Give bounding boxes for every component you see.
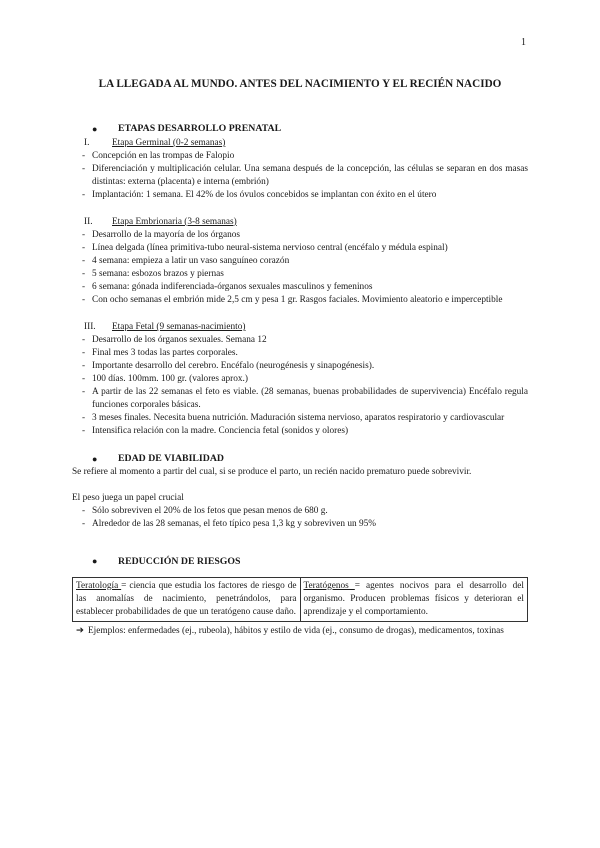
stage-label: Etapa Germinal (0-2 semanas) <box>112 137 226 148</box>
list-item: - Implantación: 1 semana. El 42% de los óvulos concebidos se implantan con éxito en el útero <box>82 189 437 200</box>
teratologia-cell <box>73 577 301 621</box>
list-item: - Diferenciación y multiplicación celular. Una semana después de la concepción, las células se separan en dos masas distintas: externa (placenta) e interna (embrión) <box>82 163 528 187</box>
stage-numeral: III. <box>84 321 96 332</box>
teratogenos-term: Teratógenos <box>303 580 355 591</box>
table-row <box>73 577 528 621</box>
stage-germinal <box>72 137 528 202</box>
stage-list <box>72 334 528 438</box>
bullet-icon: ● <box>92 453 98 464</box>
stage-list <box>72 150 528 202</box>
list-item: - Intensifica relación con la madre. Conciencia fetal (sonidos y olores) <box>82 426 349 437</box>
examples-text: Ejemplos: enfermedades (ej., rubeola), hábitos y estilo de vida (ej., consumo de drogas), medicamentos, toxinas <box>88 625 504 636</box>
viability-paragraph: Se refiere al momento a partir del cual, si se produce el parto, un recién nacido prematuro puede sobrevivir. <box>72 466 472 477</box>
section-heading-viabilidad <box>92 452 528 466</box>
section-heading-label: ETAPAS DESARROLLO PRENATAL <box>118 123 282 134</box>
list-item: - Concepción en las trompas de Falopio <box>82 150 235 161</box>
list-item: - Alrededor de las 28 semanas, el feto típico pesa 1,3 kg y sobreviven un 95% <box>82 518 376 529</box>
stage-numeral: I. <box>84 137 90 148</box>
section-heading-label: EDAD DE VIABILIDAD <box>118 453 224 465</box>
list-item: - 100 días. 100mm. 100 gr. (valores aprox.) <box>82 373 248 384</box>
page-title: LA LLEGADA AL MUNDO. ANTES DEL NACIMIENTO Y EL RECIÉN NACIDO <box>98 78 502 90</box>
bullet-icon: ● <box>92 556 98 567</box>
weight-list <box>72 505 528 531</box>
list-item: - Desarrollo de los órganos sexuales. Semana 12 <box>82 334 267 345</box>
document-body <box>72 122 528 638</box>
list-item: - Con ocho semanas el embrión mide 2,5 cm y pesa 1 gr. Rasgos faciales. Movimiento aleatorio e imperceptible <box>82 294 503 305</box>
arrow-right-icon: ➔ <box>76 625 84 636</box>
section-heading-label: REDUCCIÓN DE RIESGOS <box>118 555 241 567</box>
stage-label: Etapa Embrionaria (3-8 semanas) <box>112 216 237 227</box>
list-item: - 5 semana: esbozos brazos y piernas <box>82 268 224 279</box>
stage-label: Etapa Fetal (9 semanas-nacimiento) <box>112 321 246 332</box>
list-item: - A partir de las 22 semanas el feto es viable. (28 semanas, buenas probabilidades de supervivencia) Encéfalo regula funciones corporales básicas. <box>82 386 528 410</box>
teratologia-definition: = ciencia que estudia los factores de riesgo de las anomalías de nacimiento, penetrándolos, para establecer probabilidades de que un teratógeno cause daño. <box>76 580 297 617</box>
section-heading-prenatal <box>92 122 528 136</box>
list-item: - Desarrollo de la mayoría de los órganos <box>82 229 241 240</box>
list-item: - Línea delgada (línea primitiva-tubo neural-sistema nervioso central (encéfalo y médula espinal) <box>82 242 448 253</box>
list-item: - Importante desarrollo del cerebro. Encéfalo (neurogénesis y sinapogénesis). <box>82 360 375 371</box>
list-item: - 6 semana: gónada indiferenciada-órganos sexuales masculinos y femeninos <box>82 281 373 292</box>
page-number: 1 <box>521 37 526 48</box>
teratogenos-cell <box>300 577 528 621</box>
stage-heading <box>72 137 528 150</box>
stage-numeral: II. <box>84 216 93 227</box>
list-item: - Final mes 3 todas las partes corporales. <box>82 347 238 358</box>
list-item: - 4 semana: empieza a latir un vaso sanguíneo corazón <box>82 255 290 266</box>
teratologia-term: Teratología <box>76 580 122 591</box>
teratogenos-definition: = agentes nocivos para el desarrollo del organismo. Producen problemas físicos y deterioran el aprendizaje y el comportamiento. <box>303 580 524 617</box>
stage-embrionaria <box>72 216 528 307</box>
list-item: - Sólo sobreviven el 20% de los fetos que pesan menos de 680 g. <box>82 505 328 516</box>
section-heading-riesgos <box>92 555 528 569</box>
stage-fetal <box>72 321 528 438</box>
list-item: - 3 meses finales. Necesita buena nutrición. Maduración sistema nervioso, aparatos respiratorio y cardiovascular <box>82 413 505 423</box>
risk-definitions-table <box>72 577 528 622</box>
weight-intro: El peso juega un papel crucial <box>72 492 184 503</box>
bullet-icon: ● <box>92 123 98 134</box>
stage-heading <box>72 321 528 334</box>
stage-list <box>72 229 528 307</box>
stage-heading <box>72 216 528 229</box>
examples-item <box>72 625 528 638</box>
